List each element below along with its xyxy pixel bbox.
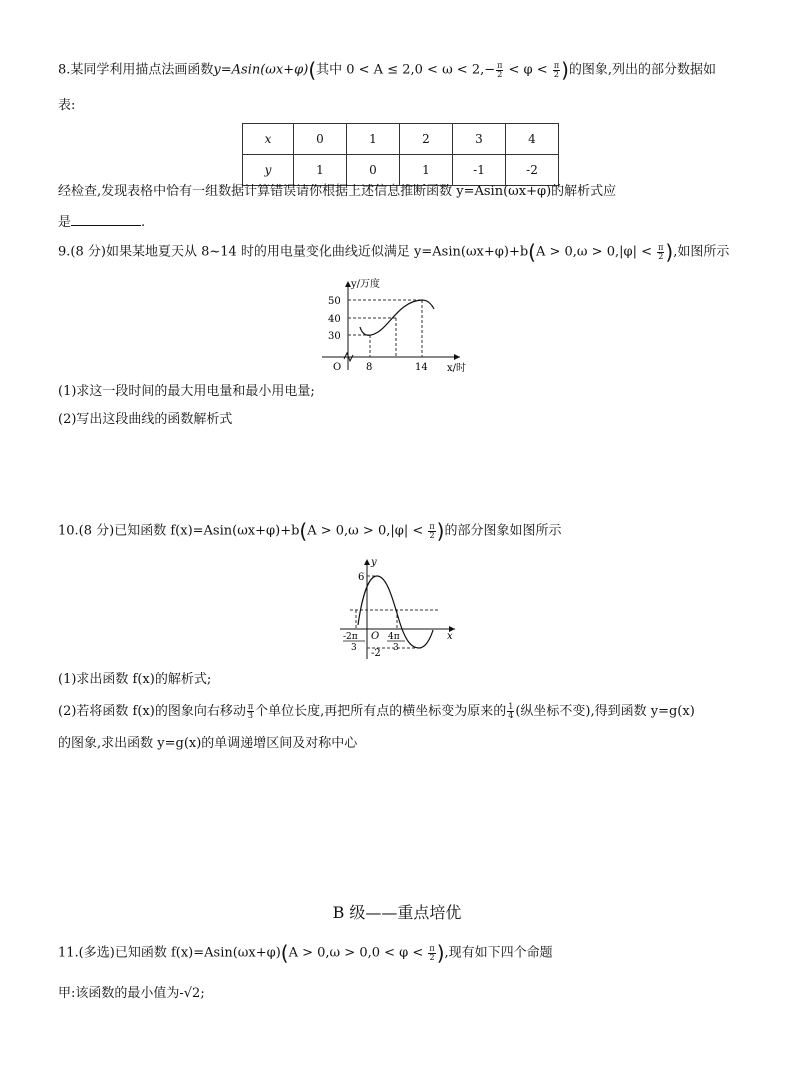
origin-label: O bbox=[371, 631, 380, 642]
table-cell: 0 bbox=[347, 155, 400, 186]
q8-line4: 是 . bbox=[58, 215, 146, 230]
q10-line1 bbox=[58, 519, 562, 543]
q10-sub2-a: (2)若将函数 f(x)的图象向右移动 bbox=[58, 704, 246, 719]
q10-sub2-b: 个单位长度,再把所有点的横坐标变为原来的 bbox=[255, 704, 507, 719]
left-tick-num: -2π bbox=[343, 632, 358, 642]
q8-line2: 表: bbox=[58, 98, 76, 113]
table-cell: 2 bbox=[400, 124, 453, 155]
y-tick-label: 50 bbox=[328, 296, 341, 307]
right-tick-den: 3 bbox=[393, 643, 399, 653]
x-axis-label: x/时 bbox=[447, 363, 467, 374]
answer-blank bbox=[71, 213, 141, 226]
q9-sub2: (2)写出这段曲线的函数解析式 bbox=[58, 412, 233, 427]
q11-line2: 甲:该函数的最小值为-√2; bbox=[58, 986, 205, 1001]
table-cell: -1 bbox=[453, 155, 506, 186]
table-cell: -2 bbox=[506, 155, 559, 186]
paren-close: ) bbox=[665, 240, 674, 264]
q9-text: 9.(8 分)如果某地夏天从 8~14 时的用电量变化曲线近似满足 y=Asin(ωx+φ)+b bbox=[58, 244, 529, 260]
q8-line3: 经检查,发现表格中恰有一组数据计算错误请你根据上述信息推断函数 y=Asin(ωx+φ)的解析式应 bbox=[58, 184, 617, 199]
q8-line4-text: 是 bbox=[58, 215, 72, 230]
paren-open: ( bbox=[299, 519, 308, 543]
section-title: B 级——重点培优 bbox=[332, 903, 462, 922]
q9-text-post: ,如图所示 bbox=[673, 244, 730, 260]
x-tick-label: 14 bbox=[415, 362, 428, 373]
y-tick-label: 40 bbox=[328, 314, 341, 325]
q11-text: 11.(多选)已知函数 f(x)=Asin(ωx+φ) bbox=[58, 945, 281, 961]
min-label: -2 bbox=[371, 648, 381, 659]
q10-text-post: 的部分图象如图所示 bbox=[444, 523, 562, 539]
q9-line1 bbox=[58, 240, 730, 264]
frac-pi-3: $\frac{\pi}{3}$ bbox=[247, 702, 254, 720]
left-tick-den: 3 bbox=[351, 643, 357, 653]
frac-pi-2b: $\frac{\pi}{2}$ bbox=[553, 60, 560, 79]
q10-sub1: (1)求出函数 f(x)的解析式; bbox=[58, 672, 212, 687]
table-cell: 3 bbox=[453, 124, 506, 155]
table-header-x: x bbox=[243, 124, 294, 155]
q8-cond: 其中 0 < A ≤ 2,0 < ω < 2,− bbox=[316, 62, 496, 78]
frac-pi-2: $\frac{\pi}{2}$ bbox=[429, 943, 435, 962]
frac-pi-2: $\frac{\pi}{2}$ bbox=[658, 242, 664, 261]
q9-sub1: (1)求这一段时间的最大用电量和最小用电量; bbox=[58, 384, 315, 399]
q8-text: 8.某同学利用描点法画函数 bbox=[58, 62, 214, 78]
q8-text-post: 的图象,列出的部分数据如 bbox=[568, 62, 717, 78]
table-cell: 1 bbox=[294, 155, 347, 186]
table-cell: 4 bbox=[506, 124, 559, 155]
table-row bbox=[243, 124, 559, 155]
frac-pi-2: $\frac{\pi}{2}$ bbox=[497, 60, 503, 79]
q8-cond-mid: < φ < bbox=[504, 62, 552, 78]
frac-1-4: $\frac{1}{4}$ bbox=[508, 702, 514, 720]
paren-open: ( bbox=[528, 240, 536, 264]
q10-sub2-line1 bbox=[58, 703, 695, 721]
x-tick-label: 8 bbox=[366, 362, 373, 373]
q9-graph bbox=[300, 275, 485, 375]
x-axis-label: x bbox=[447, 631, 453, 642]
paren-close: ) bbox=[436, 941, 445, 965]
paren-open: ( bbox=[308, 58, 317, 82]
q11-line1 bbox=[58, 941, 553, 965]
q10-text: 10.(8 分)已知函数 f(x)=Asin(ωx+φ)+b bbox=[58, 523, 300, 539]
q10-sub2-line2: 的图象,求出函数 y=g(x)的单调递增区间及对称中心 bbox=[58, 736, 358, 751]
paren-close: ) bbox=[561, 58, 569, 82]
table-cell: 0 bbox=[294, 124, 347, 155]
q10-cond: A > 0,ω > 0,|φ| < bbox=[307, 523, 428, 539]
table-row bbox=[243, 155, 559, 186]
q10-sub2-c: (纵坐标不变),得到函数 y=g(x) bbox=[515, 704, 695, 719]
y-axis-label: y/万度 bbox=[351, 279, 381, 290]
q8-line1 bbox=[58, 58, 717, 82]
q11-cond: A > 0,ω > 0,0 < φ < bbox=[288, 945, 428, 961]
paren-open: ( bbox=[280, 941, 289, 965]
y-axis-label: y bbox=[371, 557, 377, 568]
q8-data-table bbox=[242, 123, 559, 186]
right-tick-num: 4π bbox=[388, 632, 400, 642]
q9-cond: A > 0,ω > 0,|φ| < bbox=[535, 244, 657, 260]
origin-label: O bbox=[333, 362, 342, 373]
table-header-y: y bbox=[243, 155, 294, 186]
frac-pi-2: $\frac{\pi}{2}$ bbox=[429, 521, 435, 540]
y-tick-label: 30 bbox=[328, 331, 341, 342]
q10-graph bbox=[335, 555, 465, 665]
q11-text-post: ,现有如下四个命题 bbox=[444, 945, 553, 961]
q8-func: y=Asin(ωx+φ) bbox=[213, 62, 309, 78]
paren-close: ) bbox=[436, 519, 445, 543]
max-label: 6 bbox=[358, 572, 365, 583]
table-cell: 1 bbox=[347, 124, 400, 155]
table-cell: 1 bbox=[400, 155, 453, 186]
